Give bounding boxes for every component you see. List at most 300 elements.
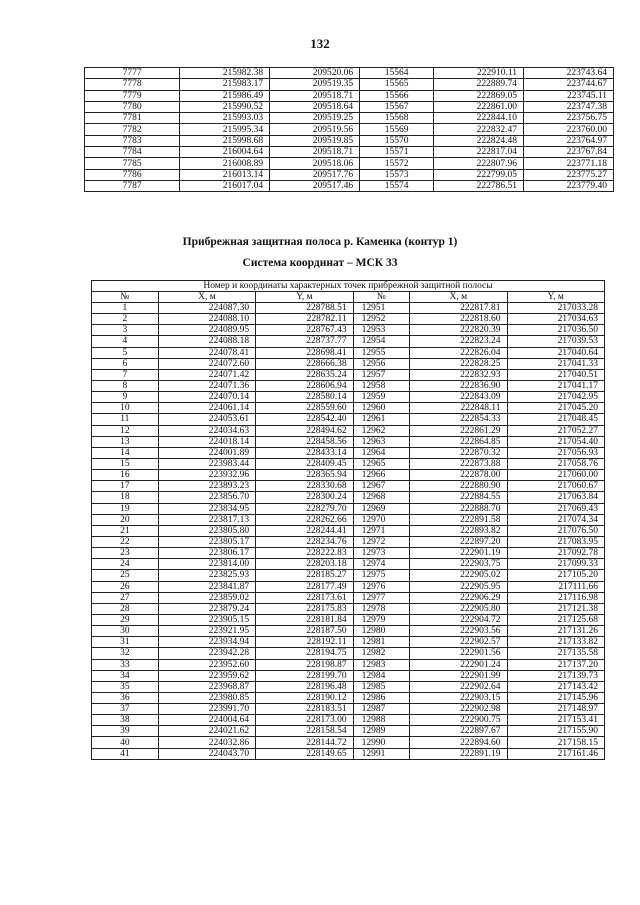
table-cell: 222891.19 <box>410 748 507 759</box>
table-cell: 224072.60 <box>158 358 255 369</box>
table-cell: 222828.25 <box>410 358 507 369</box>
table-cell: 209517.76 <box>270 169 360 180</box>
table-cell: 222843.09 <box>410 392 507 403</box>
table-cell: 12968 <box>353 492 409 503</box>
table-cell: 15566 <box>360 90 434 101</box>
table-cell: 15568 <box>360 113 434 124</box>
table-cell: 222870.32 <box>410 447 507 458</box>
table-row <box>92 681 605 692</box>
table-cell: 224001.89 <box>158 447 255 458</box>
table-cell: 217041.17 <box>507 380 604 391</box>
table-cell: 223983.44 <box>158 458 255 469</box>
table-cell: 228183.51 <box>256 704 353 715</box>
table-cell: 217105.20 <box>507 570 604 581</box>
table-cell: 223775.27 <box>524 169 614 180</box>
table-cell: 215993.03 <box>180 113 270 124</box>
table-cell: 224034.63 <box>158 425 255 436</box>
table-cell: 7778 <box>85 79 180 90</box>
table-cell: 228635.24 <box>256 369 353 380</box>
table-cell: 223805.80 <box>158 525 255 536</box>
table-cell: 217116.98 <box>507 592 604 603</box>
table-cell: 12964 <box>353 447 409 458</box>
table-cell: 217158.15 <box>507 737 604 748</box>
table-cell: 216008.89 <box>180 158 270 169</box>
table-cell: 12973 <box>353 548 409 559</box>
table-row <box>92 603 605 614</box>
table-cell: 228144.72 <box>256 737 353 748</box>
shoreline-coordinates-table <box>91 280 605 760</box>
table-cell: 217131.26 <box>507 626 604 637</box>
table-cell: 27 <box>92 592 159 603</box>
table-cell: 41 <box>92 748 159 759</box>
table-cell: 228606.94 <box>256 380 353 391</box>
table-cell: 222905.02 <box>410 570 507 581</box>
table-cell: 222884.55 <box>410 492 507 503</box>
table-cell: 32 <box>92 648 159 659</box>
table-row <box>92 614 605 625</box>
table-cell: 228559.60 <box>256 403 353 414</box>
table-cell: 228234.76 <box>256 536 353 547</box>
table-cell: 228698.41 <box>256 347 353 358</box>
table-cell: 223814.00 <box>158 559 255 570</box>
table-row <box>92 592 605 603</box>
table-cell: 223745.11 <box>524 90 614 101</box>
table-caption: Номер и координаты характерных точек прибрежной защитной полосы <box>92 281 605 292</box>
table-cell: 222897.67 <box>410 726 507 737</box>
table-cell: 12959 <box>353 392 409 403</box>
table-cell: 15 <box>92 458 159 469</box>
table-row <box>92 380 605 391</box>
table-cell: 217135.58 <box>507 648 604 659</box>
table-cell: 223747.38 <box>524 101 614 112</box>
table-cell: 228177.49 <box>256 581 353 592</box>
table-row <box>92 670 605 681</box>
table-cell: 224053.61 <box>158 414 255 425</box>
table-cell: 222905.80 <box>410 603 507 614</box>
table-cell: 13 <box>92 436 159 447</box>
table-cell: 223991.70 <box>158 704 255 715</box>
table-cell: 12951 <box>353 303 409 314</box>
table-cell: 217111.66 <box>507 581 604 592</box>
table-cell: 228181.84 <box>256 614 353 625</box>
table-cell: 222799.05 <box>434 169 524 180</box>
table-cell: 217125.68 <box>507 614 604 625</box>
table-row <box>92 470 605 481</box>
table-cell: 228737.77 <box>256 336 353 347</box>
table-cell: 222902.57 <box>410 637 507 648</box>
table-cell: 209518.71 <box>270 90 360 101</box>
table-cell: 223841.87 <box>158 581 255 592</box>
table-cell: 222864.85 <box>410 436 507 447</box>
table-cell: 10 <box>92 403 159 414</box>
table-cell: 217083.95 <box>507 536 604 547</box>
table-row <box>92 692 605 703</box>
table-cell: 228494.62 <box>256 425 353 436</box>
table-cell: 12981 <box>353 637 409 648</box>
table-cell: 223856.70 <box>158 492 255 503</box>
table-cell: 223825.93 <box>158 570 255 581</box>
table-cell: 224018.14 <box>158 436 255 447</box>
table-cell: 217040.64 <box>507 347 604 358</box>
table-cell: 217052.27 <box>507 425 604 436</box>
table-cell: 223952.60 <box>158 659 255 670</box>
table-cell: 228409.45 <box>256 458 353 469</box>
table-cell: 12987 <box>353 704 409 715</box>
table-cell: 7777 <box>85 68 180 79</box>
table-cell: 12976 <box>353 581 409 592</box>
table-cell: 8 <box>92 380 159 391</box>
table-cell: 217148.97 <box>507 704 604 715</box>
table-cell: 217045.20 <box>507 403 604 414</box>
table-cell: 29 <box>92 614 159 625</box>
table-cell: 209518.06 <box>270 158 360 169</box>
table-cell: 12990 <box>353 737 409 748</box>
table-cell: 217063.84 <box>507 492 604 503</box>
table-cell: 217048.45 <box>507 414 604 425</box>
table-cell: 222891.58 <box>410 514 507 525</box>
table-cell: 222873.88 <box>410 458 507 469</box>
table-cell: 216013.14 <box>180 169 270 180</box>
table-row <box>92 325 605 336</box>
table-cell: 223942.28 <box>158 648 255 659</box>
table-cell: 12969 <box>353 503 409 514</box>
table-cell: 217092.78 <box>507 548 604 559</box>
table-cell: 7781 <box>85 113 180 124</box>
table-cell: 30 <box>92 626 159 637</box>
table-cell: 31 <box>92 637 159 648</box>
table-cell: 228173.00 <box>256 715 353 726</box>
table-cell: 209517.46 <box>270 180 360 191</box>
table-cell: 224078.41 <box>158 347 255 358</box>
table-cell: 223980.85 <box>158 692 255 703</box>
table-cell: 37 <box>92 704 159 715</box>
table-cell: 12957 <box>353 369 409 380</box>
table-cell: 12956 <box>353 358 409 369</box>
table-row <box>85 147 614 158</box>
table-cell: 12953 <box>353 325 409 336</box>
table-row <box>92 737 605 748</box>
table-cell: 222820.39 <box>410 325 507 336</box>
table-cell: 12970 <box>353 514 409 525</box>
table-cell: 24 <box>92 559 159 570</box>
table-cell: 222893.82 <box>410 525 507 536</box>
table-cell: 228300.24 <box>256 492 353 503</box>
table-cell: 21 <box>92 525 159 536</box>
table-cell: 223771.18 <box>524 158 614 169</box>
table-row <box>92 559 605 570</box>
table-cell: 209519.35 <box>270 79 360 90</box>
table-row <box>92 358 605 369</box>
table-row <box>92 548 605 559</box>
table-cell: 209519.25 <box>270 113 360 124</box>
table-cell: 39 <box>92 726 159 737</box>
table-row <box>92 425 605 436</box>
table-cell: 222823.24 <box>410 336 507 347</box>
table-cell: 15573 <box>360 169 434 180</box>
table-row <box>92 715 605 726</box>
table-cell: 217039.53 <box>507 336 604 347</box>
table-cell: 15569 <box>360 124 434 135</box>
table-cell: 228199.70 <box>256 670 353 681</box>
table-cell: 228175.83 <box>256 603 353 614</box>
table-row <box>92 414 605 425</box>
table-cell: 222818.60 <box>410 314 507 325</box>
table-cell: 224021.62 <box>158 726 255 737</box>
table-cell: 222901.19 <box>410 548 507 559</box>
table-cell: 217058.76 <box>507 458 604 469</box>
table-row <box>92 648 605 659</box>
table-cell: 222836.90 <box>410 380 507 391</box>
table-cell: 228190.12 <box>256 692 353 703</box>
table-cell: 222888.70 <box>410 503 507 514</box>
table-cell: 228433.14 <box>256 447 353 458</box>
table-cell: 12982 <box>353 648 409 659</box>
table-cell: 222903.75 <box>410 559 507 570</box>
table-row <box>92 726 605 737</box>
table-row <box>92 704 605 715</box>
table-cell: 35 <box>92 681 159 692</box>
table-row <box>92 347 605 358</box>
table-cell: 12962 <box>353 425 409 436</box>
table-cell: 224032.86 <box>158 737 255 748</box>
table-cell: 223905.15 <box>158 614 255 625</box>
coordinate-system-title: Система координат – МСК 33 <box>242 257 398 269</box>
table-cell: 222844.10 <box>434 113 524 124</box>
table-cell: 7 <box>92 369 159 380</box>
table-cell: 228203.18 <box>256 559 353 570</box>
table-cell: 224004.64 <box>158 715 255 726</box>
table-cell: 222910.11 <box>434 68 524 79</box>
table-cell: 217161.46 <box>507 748 604 759</box>
table-row <box>92 503 605 514</box>
table-cell: 222897.20 <box>410 536 507 547</box>
table-cell: 7785 <box>85 158 180 169</box>
table-cell: 1 <box>92 303 159 314</box>
table-cell: 222854.33 <box>410 414 507 425</box>
section-title: Прибрежная защитная полоса р. Каменка (контур 1) <box>182 236 458 248</box>
table-cell: 222901.24 <box>410 659 507 670</box>
table-cell: 217034.63 <box>507 314 604 325</box>
table-row <box>85 113 614 124</box>
table-cell: 12965 <box>353 458 409 469</box>
table-cell: 38 <box>92 715 159 726</box>
table-cell: 15574 <box>360 180 434 191</box>
table-row <box>85 101 614 112</box>
table-cell: 222880.90 <box>410 481 507 492</box>
table-cell: 228767.43 <box>256 325 353 336</box>
table-cell: 228158.54 <box>256 726 353 737</box>
table-row <box>92 314 605 325</box>
table-cell: 222786.51 <box>434 180 524 191</box>
table-cell: 209520.06 <box>270 68 360 79</box>
table-cell: 3 <box>92 325 159 336</box>
table-cell: 209519.56 <box>270 124 360 135</box>
table-cell: 217054.40 <box>507 436 604 447</box>
table-cell: 222889.74 <box>434 79 524 90</box>
table-cell: 223893.23 <box>158 481 255 492</box>
table-cell: 228187.50 <box>256 626 353 637</box>
coordinates-table-continued-body <box>85 68 614 192</box>
table-cell: 12984 <box>353 670 409 681</box>
table-cell: 224087.30 <box>158 303 255 314</box>
table-cell: 217121.38 <box>507 603 604 614</box>
table-cell: 17 <box>92 481 159 492</box>
table-cell: 228222.83 <box>256 548 353 559</box>
table-cell: 228788.51 <box>256 303 353 314</box>
table-cell: 228279.70 <box>256 503 353 514</box>
table-cell: 222901.99 <box>410 670 507 681</box>
table-cell: 224088.18 <box>158 336 255 347</box>
table-cell: 14 <box>92 447 159 458</box>
table-cell: 25 <box>92 570 159 581</box>
header-y-1: Y, м <box>256 292 353 303</box>
table-cell: 15570 <box>360 135 434 146</box>
table-cell: 222905.95 <box>410 581 507 592</box>
table-cell: 223934.94 <box>158 637 255 648</box>
header-x-1: X, м <box>158 292 255 303</box>
table-cell: 26 <box>92 581 159 592</box>
table-cell: 6 <box>92 358 159 369</box>
table-cell: 224089.95 <box>158 325 255 336</box>
table-cell: 222894.60 <box>410 737 507 748</box>
table-row <box>85 90 614 101</box>
table-cell: 12985 <box>353 681 409 692</box>
table-cell: 224088.10 <box>158 314 255 325</box>
table-cell: 15564 <box>360 68 434 79</box>
table-cell: 222906.29 <box>410 592 507 603</box>
table-cell: 228365.94 <box>256 470 353 481</box>
table-caption-row <box>92 281 605 292</box>
table-cell: 217143.42 <box>507 681 604 692</box>
table-row <box>85 169 614 180</box>
table-cell: 228244.41 <box>256 525 353 536</box>
table-cell: 228194.75 <box>256 648 353 659</box>
table-cell: 217155.90 <box>507 726 604 737</box>
table-cell: 223921.95 <box>158 626 255 637</box>
table-cell: 224061.14 <box>158 403 255 414</box>
table-cell: 12961 <box>353 414 409 425</box>
table-row <box>92 514 605 525</box>
table-cell: 228173.61 <box>256 592 353 603</box>
table-cell: 222900.75 <box>410 715 507 726</box>
table-cell: 223959.62 <box>158 670 255 681</box>
shoreline-coordinates-table-body <box>92 303 605 760</box>
table-cell: 228196.48 <box>256 681 353 692</box>
table-cell: 223968.87 <box>158 681 255 692</box>
table-row <box>92 637 605 648</box>
table-cell: 12989 <box>353 726 409 737</box>
table-row <box>92 536 605 547</box>
table-cell: 4 <box>92 336 159 347</box>
table-cell: 222848.11 <box>410 403 507 414</box>
table-cell: 36 <box>92 692 159 703</box>
table-cell: 222824.48 <box>434 135 524 146</box>
table-cell: 223932.96 <box>158 470 255 481</box>
table-cell: 12979 <box>353 614 409 625</box>
table-cell: 209518.64 <box>270 101 360 112</box>
table-cell: 217040.51 <box>507 369 604 380</box>
table-cell: 5 <box>92 347 159 358</box>
table-cell: 12991 <box>353 748 409 759</box>
table-cell: 228666.38 <box>256 358 353 369</box>
table-cell: 217139.73 <box>507 670 604 681</box>
table-cell: 217133.82 <box>507 637 604 648</box>
header-number-1: № <box>92 292 159 303</box>
table-cell: 217074.34 <box>507 514 604 525</box>
table-row <box>92 392 605 403</box>
table-cell: 223767.84 <box>524 147 614 158</box>
table-cell: 217033.28 <box>507 303 604 314</box>
table-cell: 12 <box>92 425 159 436</box>
table-cell: 222832.47 <box>434 124 524 135</box>
table-cell: 12978 <box>353 603 409 614</box>
table-cell: 222861.29 <box>410 425 507 436</box>
table-cell: 12955 <box>353 347 409 358</box>
table-cell: 215995.34 <box>180 124 270 135</box>
table-cell: 28 <box>92 603 159 614</box>
table-cell: 222869.05 <box>434 90 524 101</box>
table-row <box>92 570 605 581</box>
table-cell: 12983 <box>353 659 409 670</box>
table-cell: 15571 <box>360 147 434 158</box>
table-row <box>92 336 605 347</box>
table-cell: 7783 <box>85 135 180 146</box>
table-cell: 12954 <box>353 336 409 347</box>
table-cell: 216017.04 <box>180 180 270 191</box>
table-cell: 209519.85 <box>270 135 360 146</box>
table-row <box>92 369 605 380</box>
table-cell: 15565 <box>360 79 434 90</box>
table-cell: 12963 <box>353 436 409 447</box>
table-cell: 223806.17 <box>158 548 255 559</box>
table-cell: 7784 <box>85 147 180 158</box>
table-cell: 16 <box>92 470 159 481</box>
table-cell: 228185.27 <box>256 570 353 581</box>
header-y-2: Y, м <box>507 292 604 303</box>
table-row <box>92 748 605 759</box>
table-cell: 217076.50 <box>507 525 604 536</box>
table-cell: 12967 <box>353 481 409 492</box>
table-cell: 216004.64 <box>180 147 270 158</box>
page-number: 132 <box>310 36 330 51</box>
table-cell: 34 <box>92 670 159 681</box>
table-cell: 222904.72 <box>410 614 507 625</box>
table-row <box>92 492 605 503</box>
table-row <box>85 180 614 191</box>
table-row <box>92 458 605 469</box>
table-cell: 228149.65 <box>256 748 353 759</box>
table-cell: 223743.64 <box>524 68 614 79</box>
table-cell: 7786 <box>85 169 180 180</box>
table-cell: 223859.02 <box>158 592 255 603</box>
table-cell: 12975 <box>353 570 409 581</box>
table-cell: 2 <box>92 314 159 325</box>
table-cell: 217145.96 <box>507 692 604 703</box>
table-cell: 222902.64 <box>410 681 507 692</box>
table-cell: 224071.36 <box>158 380 255 391</box>
table-cell: 7782 <box>85 124 180 135</box>
table-row <box>92 436 605 447</box>
table-cell: 215998.68 <box>180 135 270 146</box>
table-row <box>85 68 614 79</box>
table-cell: 215990.52 <box>180 101 270 112</box>
table-cell: 209518.71 <box>270 147 360 158</box>
table-cell: 11 <box>92 414 159 425</box>
table-cell: 33 <box>92 659 159 670</box>
table-row <box>85 158 614 169</box>
table-cell: 12980 <box>353 626 409 637</box>
table-cell: 217041.33 <box>507 358 604 369</box>
